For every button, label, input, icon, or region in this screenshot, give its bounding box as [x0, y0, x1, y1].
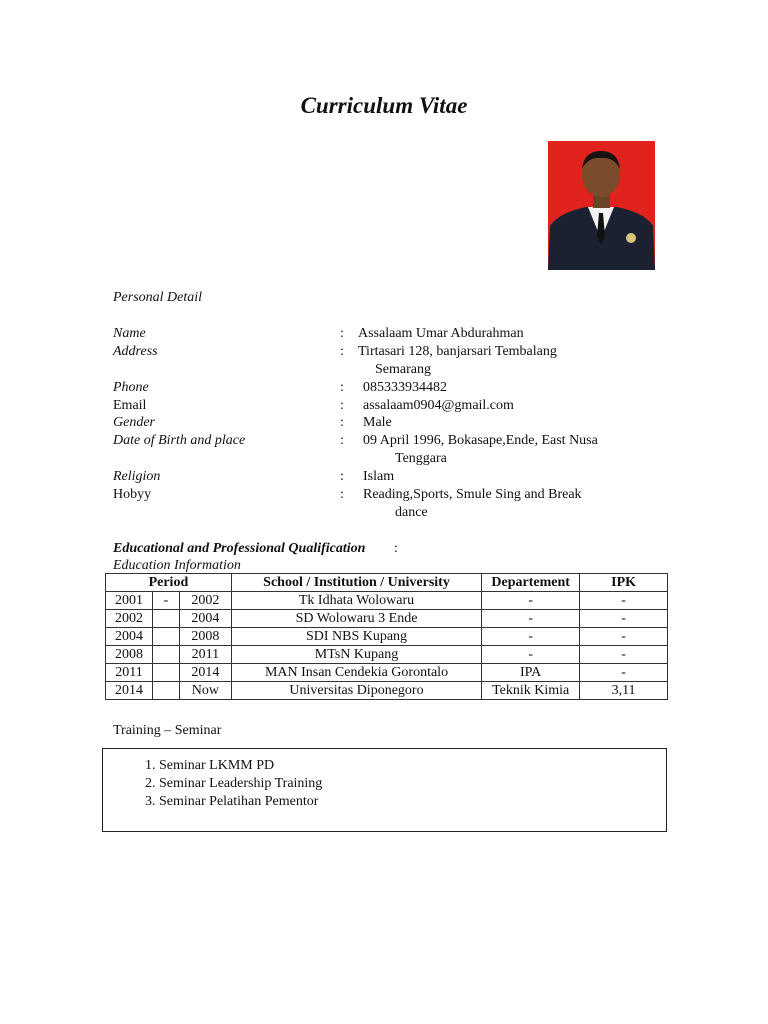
period-end: 2004 [179, 610, 231, 628]
dob-value-line2: Tenggara [395, 451, 447, 466]
period-start: 2001 [106, 592, 153, 610]
department-cell: Teknik Kimia [482, 682, 580, 700]
education-subheading: Education Information [113, 558, 241, 573]
personal-detail-heading: Personal Detail [113, 290, 203, 305]
profile-photo [548, 141, 655, 270]
email-value: assalaam0904@gmail.com [363, 398, 514, 413]
name-colon: : [340, 326, 344, 341]
list-item: 1. Seminar LKMM PD [159, 757, 666, 775]
department-cell: - [482, 646, 580, 664]
education-heading-colon: : [394, 541, 398, 556]
name-value: Assalaam Umar Abdurahman [358, 326, 524, 341]
table-header-row [106, 574, 668, 592]
gender-label: Gender [113, 415, 155, 430]
ipk-cell: - [580, 610, 668, 628]
hobby-value: Reading,Sports, Smule Sing and Break [363, 487, 582, 502]
ipk-cell: - [580, 592, 668, 610]
dob-label: Date of Birth and place [113, 433, 246, 448]
department-cell: - [482, 628, 580, 646]
table-row [106, 646, 668, 664]
period-end: 2008 [179, 628, 231, 646]
department-cell: - [482, 610, 580, 628]
period-start: 2008 [106, 646, 153, 664]
department-cell: - [482, 592, 580, 610]
address-colon: : [340, 344, 344, 359]
school-cell: Tk Idhata Wolowaru [231, 592, 481, 610]
dob-colon: : [340, 433, 344, 448]
list-item: 3. Seminar Pelatihan Pementor [159, 793, 666, 811]
department-cell: IPA [482, 664, 580, 682]
period-dash [152, 610, 179, 628]
education-heading: Educational and Professional Qualification [113, 541, 366, 556]
religion-value: Islam [363, 469, 395, 484]
gender-colon: : [340, 415, 344, 430]
hobby-value-line2: dance [395, 505, 428, 520]
header-period: Period [106, 574, 232, 592]
school-cell: MAN Insan Cendekia Gorontalo [231, 664, 481, 682]
phone-label: Phone [113, 380, 149, 395]
school-cell: SDI NBS Kupang [231, 628, 481, 646]
ipk-cell: - [580, 646, 668, 664]
school-cell: MTsN Kupang [231, 646, 481, 664]
email-colon: : [340, 398, 344, 413]
period-end: 2002 [179, 592, 231, 610]
period-end: 2011 [179, 646, 231, 664]
period-start: 2011 [106, 664, 153, 682]
dob-value: 09 April 1996, Bokasape,Ende, East Nusa [363, 433, 598, 448]
gender-value: Male [363, 415, 392, 430]
table-row [106, 664, 668, 682]
period-start: 2014 [106, 682, 153, 700]
ipk-cell: - [580, 664, 668, 682]
table-row [106, 682, 668, 700]
religion-label: Religion [113, 469, 161, 484]
table-row [106, 610, 668, 628]
table-row [106, 628, 668, 646]
period-start: 2004 [106, 628, 153, 646]
hobby-colon: : [340, 487, 344, 502]
name-label: Name [113, 326, 146, 341]
ipk-cell: - [580, 628, 668, 646]
header-department: Departement [482, 574, 580, 592]
phone-colon: : [340, 380, 344, 395]
training-heading: Training – Seminar [113, 723, 222, 738]
header-school: School / Institution / University [231, 574, 481, 592]
phone-value: 085333934482 [363, 380, 447, 395]
period-end: Now [179, 682, 231, 700]
person-portrait-image [548, 141, 655, 270]
period-dash [152, 682, 179, 700]
school-cell: Universitas Diponegoro [231, 682, 481, 700]
period-dash: - [152, 592, 179, 610]
period-start: 2002 [106, 610, 153, 628]
religion-colon: : [340, 469, 344, 484]
address-value: Tirtasari 128, banjarsari Tembalang [358, 344, 557, 359]
period-dash [152, 628, 179, 646]
address-value-line2: Semarang [375, 362, 431, 377]
table-row [106, 592, 668, 610]
header-ipk: IPK [580, 574, 668, 592]
email-label: Email [113, 398, 147, 413]
period-dash [152, 664, 179, 682]
education-table [105, 573, 668, 700]
hobby-label: Hobyy [113, 487, 152, 502]
period-end: 2014 [179, 664, 231, 682]
training-list [103, 757, 666, 811]
training-box [102, 748, 667, 832]
address-label: Address [113, 344, 158, 359]
period-dash [152, 646, 179, 664]
list-item: 2. Seminar Leadership Training [159, 775, 666, 793]
ipk-cell: 3,11 [580, 682, 668, 700]
document-title: Curriculum Vitae [300, 93, 468, 118]
school-cell: SD Wolowaru 3 Ende [231, 610, 481, 628]
